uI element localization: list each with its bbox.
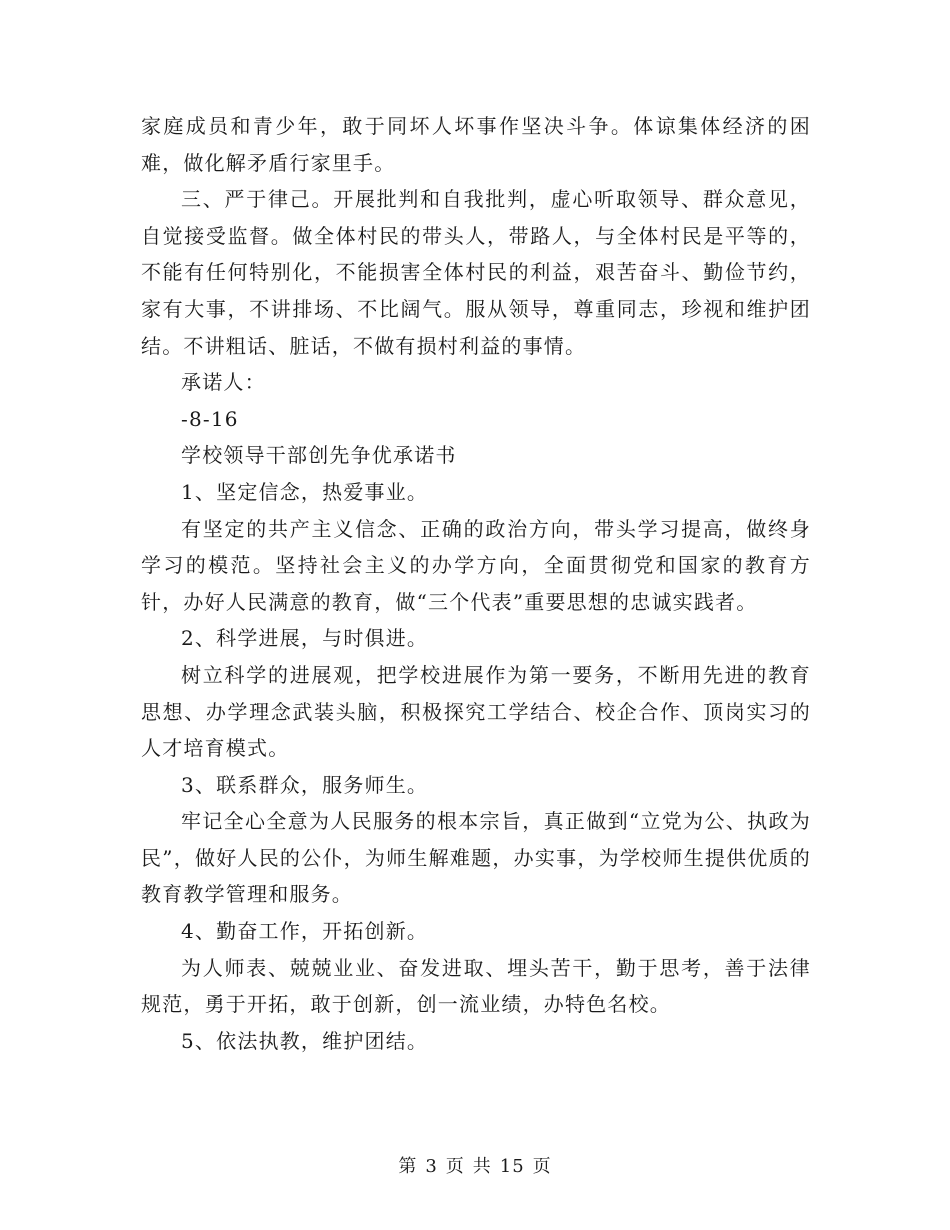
footer-label-page-unit: 页 bbox=[445, 1156, 465, 1177]
paragraph-6: 1、坚定信念，热爱事业。 bbox=[181, 479, 429, 504]
paragraph-7: 有坚定的共产主义信念、正确的政治方向，带头学习提高，做终身学习的模范。坚持社会主义的办学方向，全面贯彻党和国家的教育方针，办好人民满意的教育，做“三个代表”重要思想的忠诚实践者。 bbox=[141, 516, 811, 614]
paragraph-1: 家庭成员和青少年，敢于同坏人坏事作坚决斗争。体谅集体经济的困难，做化解矛盾行家里手。 bbox=[141, 114, 811, 175]
paragraph-3: 承诺人： bbox=[181, 370, 266, 395]
footer-total-pages: 15 bbox=[499, 1156, 525, 1177]
paragraph-11: 牢记全心全意为人民服务的根本宗旨，真正做到“立党为公、执政为民”，做好人民的公仆，为师生解难题，办实事，为学校师生提供优质的教育教学管理和服务。 bbox=[141, 809, 811, 907]
paragraph-12: 4、勤奋工作，开拓创新。 bbox=[181, 919, 429, 944]
document-body bbox=[141, 108, 811, 1059]
footer-label-page: 第 bbox=[398, 1156, 418, 1177]
paragraph-4: -8-16 bbox=[181, 406, 239, 431]
paragraph-14: 5、依法执教，维护团结。 bbox=[181, 1028, 429, 1053]
paragraph-5: 学校领导干部创先争优承诺书 bbox=[181, 443, 457, 468]
page-footer bbox=[0, 1152, 950, 1178]
footer-label-total: 共 bbox=[472, 1156, 492, 1177]
footer-label-total-unit: 页 bbox=[532, 1156, 552, 1177]
paragraph-13: 为人师表、兢兢业业、奋发进取、埋头苦干，勤于思考，善于法律规范，勇于开拓，敢于创新，创一流业绩，办特色名校。 bbox=[141, 955, 811, 1017]
footer-current-page: 3 bbox=[425, 1156, 438, 1177]
paragraph-10: 3、联系群众，服务师生。 bbox=[181, 772, 429, 797]
paragraph-2: 三、严于律己。开展批判和自我批判，虚心听取领导、群众意见，自觉接受监督。做全体村民的带头人，带路人，与全体村民是平等的，不能有任何特别化，不能损害全体村民的利益，艰苦奋斗、勤俭节约，家有大事，不讲排场、不比阔气。服从领导，尊重同志，珍视和维护团结。不讲粗话、脏话，不做有损村利益的事情。 bbox=[141, 187, 811, 358]
paragraph-8: 2、科学进展，与时俱进。 bbox=[181, 626, 429, 651]
paragraph-9: 树立科学的进展观，把学校进展作为第一要务，不断用先进的教育思想、办学理念武装头脑，积极探究工学结合、校企合作、顶岗实习的人才培育模式。 bbox=[141, 662, 811, 761]
